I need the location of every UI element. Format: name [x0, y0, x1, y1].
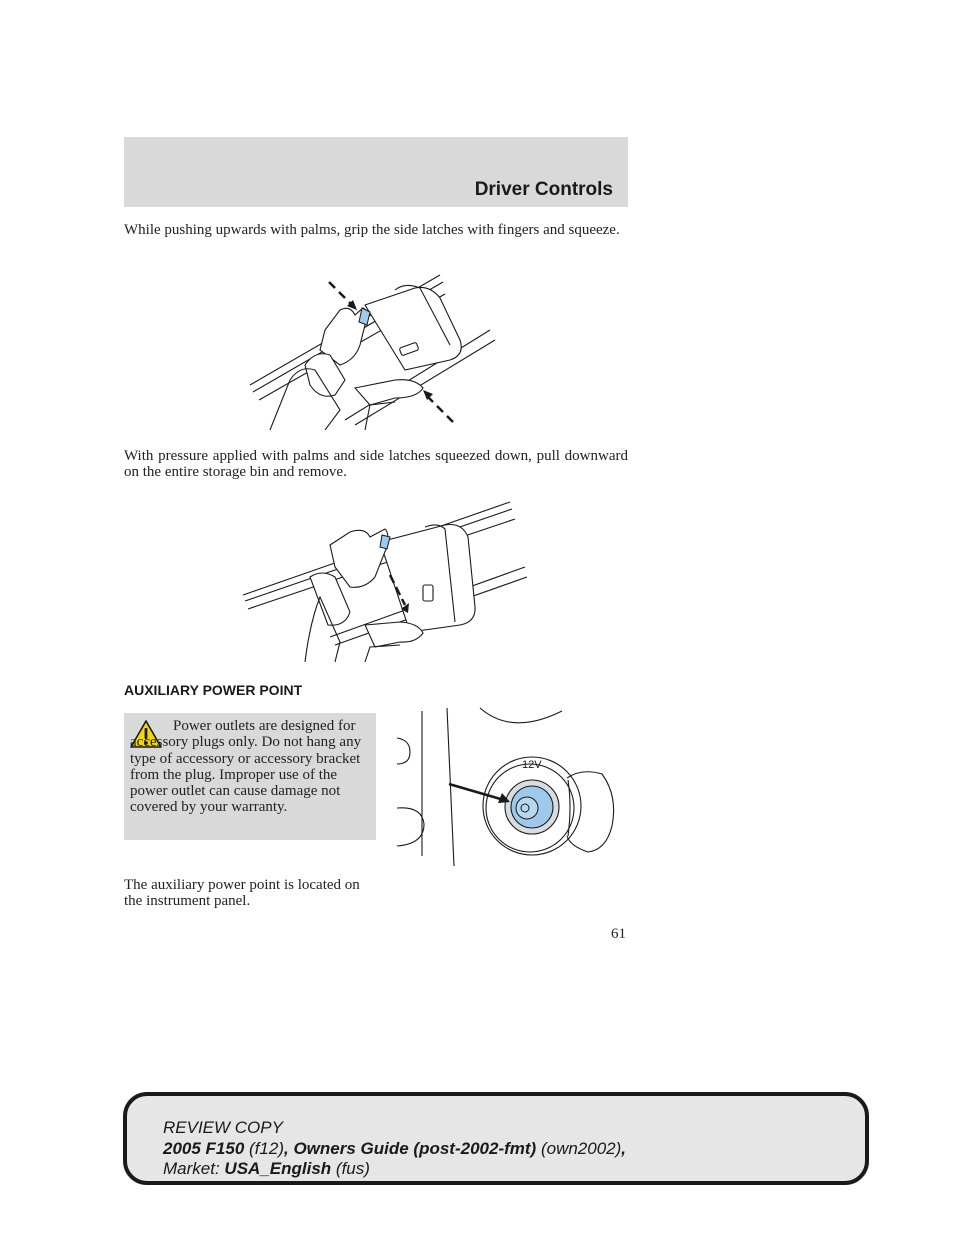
footer-market-code: (fus) [335, 1159, 370, 1178]
footer-market-line [163, 1159, 370, 1179]
footer-separator-2: , [621, 1139, 627, 1158]
footer-guide: Owners Guide (post-2002-fmt) [293, 1139, 537, 1158]
power-point-label: 12V [522, 759, 542, 771]
footer-market: USA_English [224, 1159, 332, 1178]
warning-text: Power outlets are designed for accessory plugs only. Do not hang any type of accessory or accessory bracket from the plug. Improper use of the power outlet can cause damage not covered by your warranty. [130, 718, 362, 816]
footer-model-line [163, 1139, 626, 1159]
section-header-band [124, 137, 628, 207]
footer-model-code: (f12) [249, 1139, 284, 1158]
storage-bin-removal-illustration [240, 497, 530, 662]
footer-market-label: Market: [163, 1159, 220, 1178]
page-number: 61 [611, 926, 626, 942]
section-heading: AUXILIARY POWER POINT [124, 682, 303, 698]
review-copy-label: REVIEW COPY [163, 1118, 283, 1137]
footer-guide-code: (own2002) [540, 1139, 622, 1158]
instruction-paragraph-2: With pressure applied with palms and side latches squeezed down, pull downward on the entire storage bin and remove. [124, 448, 628, 480]
instruction-paragraph-1: While pushing upwards with palms, grip the side latches with fingers and squeeze. [124, 222, 620, 238]
footer-model: 2005 F150 [163, 1139, 245, 1158]
warning-box [124, 713, 376, 840]
footer-separator-1: , [284, 1139, 294, 1158]
power-point-location-paragraph: The auxiliary power point is located on the instrument panel. [124, 877, 360, 909]
storage-bin-grip-illustration [245, 270, 505, 430]
section-title: Driver Controls [474, 179, 613, 200]
power-point-illustration [392, 706, 628, 871]
review-copy-footer [123, 1092, 869, 1185]
